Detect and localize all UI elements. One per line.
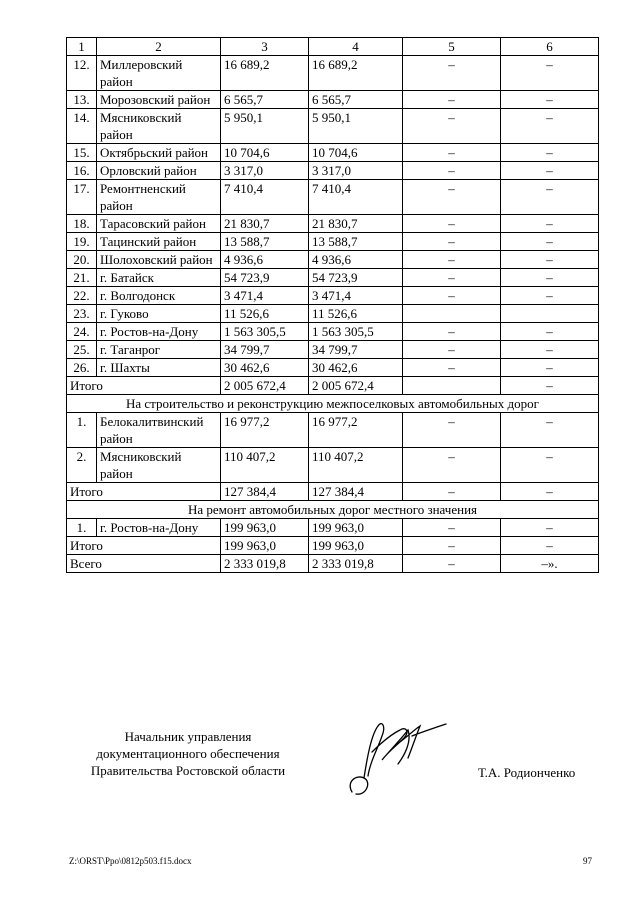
district-name: Тарасовский район [97, 215, 221, 233]
header-row [67, 38, 599, 56]
planned-amount: 34 799,7 [221, 341, 309, 359]
col5-value [403, 305, 501, 323]
total-col5: – [403, 555, 501, 573]
col6-value: – [501, 215, 599, 233]
row-number: 26. [67, 359, 97, 377]
total-label: Итого [67, 537, 221, 555]
district-name: Мясниковский район [97, 109, 221, 144]
district-name: г. Ростов-на-Дону [97, 519, 221, 537]
allocated-amount: 5 950,1 [309, 109, 403, 144]
grand-total-row [67, 555, 599, 573]
total-allocated: 199 963,0 [309, 537, 403, 555]
total-col6: – [501, 483, 599, 501]
district-name: Морозовский район [97, 91, 221, 109]
col5-value: – [403, 359, 501, 377]
col6-value: – [501, 162, 599, 180]
section-row-construction [67, 395, 599, 413]
district-name: г. Таганрог [97, 341, 221, 359]
table-row [67, 341, 599, 359]
header-cell: 5 [403, 38, 501, 56]
section-heading: На ремонт автомобильных дорог местного значения [67, 501, 599, 519]
col6-value: – [501, 251, 599, 269]
col6-value: – [501, 359, 599, 377]
total-planned: 127 384,4 [221, 483, 309, 501]
total-col5 [403, 377, 501, 395]
allocated-amount: 3 471,4 [309, 287, 403, 305]
row-number: 1. [67, 519, 97, 537]
planned-amount: 16 977,2 [221, 413, 309, 448]
total-col6: –». [501, 555, 599, 573]
total-col6: – [501, 377, 599, 395]
col6-value: – [501, 144, 599, 162]
total-allocated: 2 333 019,8 [309, 555, 403, 573]
planned-amount: 54 723,9 [221, 269, 309, 287]
col6-value: – [501, 413, 599, 448]
allocated-amount: 30 462,6 [309, 359, 403, 377]
planned-amount: 30 462,6 [221, 359, 309, 377]
col5-value: – [403, 91, 501, 109]
row-number: 13. [67, 91, 97, 109]
row-number: 2. [67, 448, 97, 483]
col6-value: – [501, 56, 599, 91]
row-number: 19. [67, 233, 97, 251]
col6-value [501, 305, 599, 323]
table-row [67, 144, 599, 162]
row-number: 20. [67, 251, 97, 269]
col5-value: – [403, 56, 501, 91]
col5-value: – [403, 519, 501, 537]
header-cell: 2 [97, 38, 221, 56]
col5-value: – [403, 233, 501, 251]
table-row [67, 251, 599, 269]
table-row [67, 162, 599, 180]
signatory-line-1: Начальник управления [124, 729, 252, 744]
allocated-amount: 10 704,6 [309, 144, 403, 162]
district-name: г. Гуково [97, 305, 221, 323]
row-number: 24. [67, 323, 97, 341]
row-number: 22. [67, 287, 97, 305]
planned-amount: 21 830,7 [221, 215, 309, 233]
district-name: г. Шахты [97, 359, 221, 377]
row-number: 14. [67, 109, 97, 144]
header-cell: 6 [501, 38, 599, 56]
col5-value: – [403, 162, 501, 180]
district-name: Ремонтненский район [97, 180, 221, 215]
subtotal-row [67, 483, 599, 501]
row-number: 1. [67, 413, 97, 448]
col5-value: – [403, 144, 501, 162]
col5-value: – [403, 251, 501, 269]
table-row [67, 269, 599, 287]
planned-amount: 3 471,4 [221, 287, 309, 305]
col6-value: – [501, 233, 599, 251]
total-label: Итого [67, 377, 221, 395]
col5-value: – [403, 323, 501, 341]
total-planned: 2 333 019,8 [221, 555, 309, 573]
col6-value: – [501, 341, 599, 359]
total-label: Итого [67, 483, 221, 501]
allocation-table [66, 37, 599, 573]
planned-amount: 4 936,6 [221, 251, 309, 269]
row-number: 25. [67, 341, 97, 359]
signatory-line-2: документационного обеспечения [96, 746, 280, 761]
planned-amount: 16 689,2 [221, 56, 309, 91]
allocated-amount: 1 563 305,5 [309, 323, 403, 341]
table-row [67, 109, 599, 144]
table-row [67, 233, 599, 251]
col6-value: – [501, 287, 599, 305]
handwritten-signature [342, 712, 454, 800]
section-heading: На строительство и реконструкцию межпоселковых автомобильных дорог [67, 395, 599, 413]
district-name: Миллеровский район [97, 56, 221, 91]
col5-value: – [403, 287, 501, 305]
row-number: 16. [67, 162, 97, 180]
col5-value: – [403, 413, 501, 448]
col6-value: – [501, 323, 599, 341]
district-name: Тацинский район [97, 233, 221, 251]
allocated-amount: 21 830,7 [309, 215, 403, 233]
planned-amount: 10 704,6 [221, 144, 309, 162]
planned-amount: 11 526,6 [221, 305, 309, 323]
allocated-amount: 3 317,0 [309, 162, 403, 180]
row-number: 23. [67, 305, 97, 323]
row-number: 17. [67, 180, 97, 215]
table-row [67, 180, 599, 215]
total-allocated: 127 384,4 [309, 483, 403, 501]
signatory-name: Т.А. Родионченко [478, 765, 576, 780]
table-row [67, 56, 599, 91]
planned-amount: 13 588,7 [221, 233, 309, 251]
allocated-amount: 199 963,0 [309, 519, 403, 537]
table-row [67, 287, 599, 305]
planned-amount: 110 407,2 [221, 448, 309, 483]
col5-value: – [403, 215, 501, 233]
total-col6: – [501, 537, 599, 555]
footer-file-path: Z:\ORST\Ppo\0812p503.f15.docx [69, 856, 192, 866]
district-name: г. Батайск [97, 269, 221, 287]
row-number: 21. [67, 269, 97, 287]
allocated-amount: 34 799,7 [309, 341, 403, 359]
total-label: Всего [67, 555, 221, 573]
table-row [67, 413, 599, 448]
allocated-amount: 6 565,7 [309, 91, 403, 109]
signatory-title [68, 728, 308, 779]
table-row [67, 359, 599, 377]
col6-value: – [501, 448, 599, 483]
col5-value: – [403, 448, 501, 483]
table-row [67, 91, 599, 109]
page-number: 97 [583, 856, 592, 866]
col6-value: – [501, 269, 599, 287]
district-name: Мясниковский район [97, 448, 221, 483]
allocated-amount: 16 689,2 [309, 56, 403, 91]
col5-value: – [403, 341, 501, 359]
col5-value: – [403, 269, 501, 287]
allocated-amount: 54 723,9 [309, 269, 403, 287]
planned-amount: 3 317,0 [221, 162, 309, 180]
header-cell: 1 [67, 38, 97, 56]
planned-amount: 7 410,4 [221, 180, 309, 215]
planned-amount: 199 963,0 [221, 519, 309, 537]
allocated-amount: 11 526,6 [309, 305, 403, 323]
total-col5: – [403, 537, 501, 555]
table-row [67, 519, 599, 537]
allocated-amount: 7 410,4 [309, 180, 403, 215]
allocated-amount: 4 936,6 [309, 251, 403, 269]
table-row [67, 448, 599, 483]
col5-value: – [403, 109, 501, 144]
row-number: 15. [67, 144, 97, 162]
district-name: Октябрьский район [97, 144, 221, 162]
col5-value: – [403, 180, 501, 215]
district-name: Белокалитвинский район [97, 413, 221, 448]
table-row [67, 305, 599, 323]
district-name: г. Ростов-на-Дону [97, 323, 221, 341]
planned-amount: 5 950,1 [221, 109, 309, 144]
table-row [67, 323, 599, 341]
row-number: 12. [67, 56, 97, 91]
row-number: 18. [67, 215, 97, 233]
district-name: Орловский район [97, 162, 221, 180]
district-name: Шолоховский район [97, 251, 221, 269]
header-cell: 3 [221, 38, 309, 56]
total-allocated: 2 005 672,4 [309, 377, 403, 395]
allocated-amount: 16 977,2 [309, 413, 403, 448]
header-cell: 4 [309, 38, 403, 56]
subtotal-row [67, 377, 599, 395]
signatory-line-3: Правительства Ростовской области [90, 763, 286, 778]
allocated-amount: 13 588,7 [309, 233, 403, 251]
col6-value: – [501, 91, 599, 109]
total-col5: – [403, 483, 501, 501]
subtotal-row [67, 537, 599, 555]
planned-amount: 1 563 305,5 [221, 323, 309, 341]
section-row-repair [67, 501, 599, 519]
col6-value: – [501, 519, 599, 537]
total-planned: 199 963,0 [221, 537, 309, 555]
district-name: г. Волгодонск [97, 287, 221, 305]
planned-amount: 6 565,7 [221, 91, 309, 109]
col6-value: – [501, 180, 599, 215]
total-planned: 2 005 672,4 [221, 377, 309, 395]
allocated-amount: 110 407,2 [309, 448, 403, 483]
col6-value: – [501, 109, 599, 144]
table-row [67, 215, 599, 233]
